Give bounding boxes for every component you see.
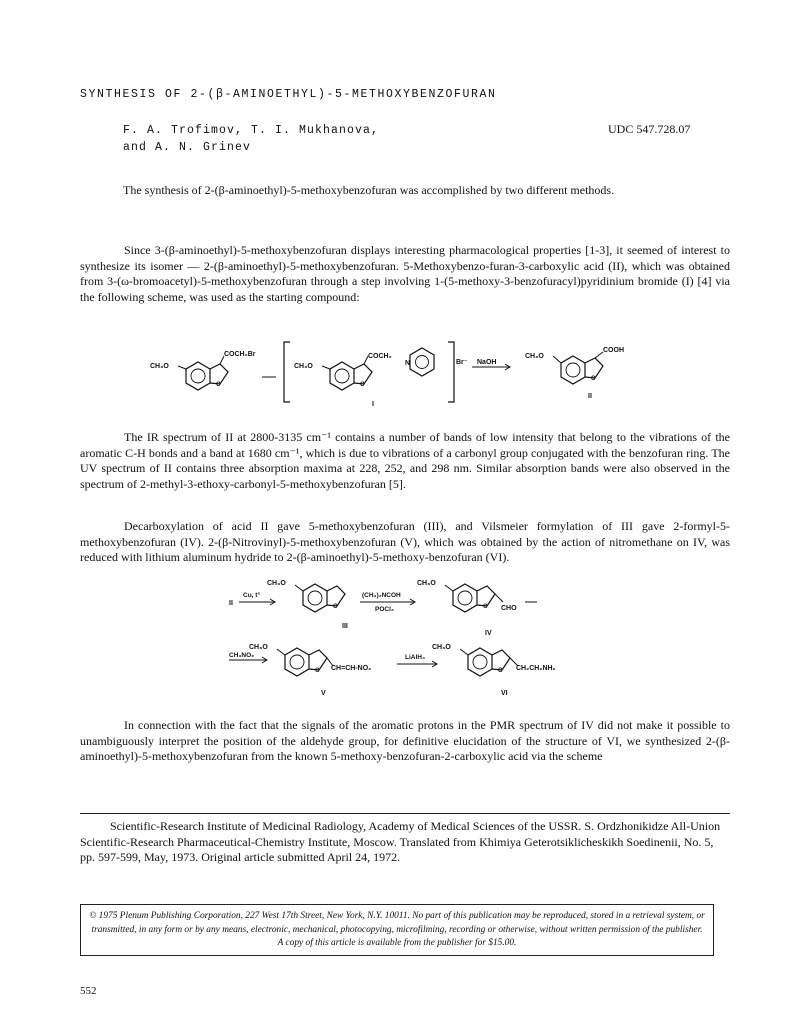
svg-text:CH₃O: CH₃O [417,580,436,587]
svg-text:IV: IV [485,630,492,637]
paragraph-synthesis [80,519,730,566]
svg-text:O: O [483,604,488,610]
reagent-lialh4: LiAlH₄ [405,654,426,661]
paragraph-spectra-text: The IR spectrum of II at 2800-3135 cm⁻¹ contains a number of bands of low intensity that belong to the vibrations of the aromatic C-H bonds and a band at 1680 cm⁻¹, which is due to vibrations of a carbonyl group conjugated with the benzofuran ring. The UV spectrum of II contains three absorption maxima at 228, 252, and 298 nm. Similar absorption bands were also observed in the spectrum of 2-methyl-3-ethoxy-carbonyl-5-methoxybenzofuran [5]. [80,430,730,491]
svg-text:O: O [333,604,338,610]
reaction-scheme-2 [225,578,605,698]
cococh2br-label: COCH₂Br [224,351,256,358]
svg-text:V: V [321,690,326,697]
label-compound-i: I [372,401,374,408]
authors-line-1: F. A. Trofimov, T. I. Mukhanova, [123,124,380,137]
molecule-carboxylic-acid [525,347,624,384]
molecule-pyridinium-salt [294,348,434,390]
svg-text:CH₃O: CH₃O [267,580,286,587]
svg-text:VI: VI [501,690,508,697]
molecule-bromoacetyl-benzofuran [150,351,256,390]
svg-text:COCH₂: COCH₂ [368,353,392,360]
reagent-pocl3: POCl₃ [375,606,394,613]
svg-text:O: O [360,382,365,388]
svg-text:N: N [405,360,411,367]
paragraph-synthesis-text: Decarboxylation of acid II gave 5-methoxybenzofuran (III), and Vilsmeier formylation of III gave 2-formyl-5-methoxybenzofuran (IV). 2-(β-Nitrovinyl)-5-methoxybenzofuran (V), which was obtained by the action of nitromethane on IV, was reduced with lithium aluminum hydride to 2-(β-aminoethyl)-5-methoxy-benzofuran (VI). [80,519,730,564]
copyright-notice: © 1975 Plenum Publishing Corporation, 227 West 17th Street, New York, N.Y. 10011. No part of this publication may be reproduced, stored in a retrieval system, or transmitted, in any form or by any means, electronic, mechanical, photocopying, microfilming, recording or otherwise, without written permission of the publisher. A copy of this article is available from the publisher for $15.00. [80,904,714,956]
paragraph-introduction-text: Since 3-(β-aminoethyl)-5-methoxybenzofuran displays interesting pharmacological properties [1-3], it seemed of interest to synthesize its isomer — 2-(β-aminoethyl)-5-methoxybenzofuran. 5-Methoxybenzo-furan-3-carboxylic acid (II), which was obtained from 3-(ω-bromoacetyl)-5-methoxybenzofuran through a step involving 1-(5-methoxy-3-benzofuracyl)pyridinium bromide (I) [4] via the following scheme, was used as the starting compound: [80,243,730,304]
reaction-scheme-1 [150,340,680,410]
svg-text:CH₃O: CH₃O [432,644,451,651]
svg-text:CH=CH-NO₂: CH=CH-NO₂ [331,665,372,672]
reagent-dmf: (CH₃)₂NCOH [362,592,401,599]
author-list [123,122,379,156]
article-title: SYNTHESIS OF 2-(β-AMINOETHYL)-5-METHOXYBENZOFURAN [80,88,497,101]
affiliation-footnote [80,819,730,866]
paragraph-structure-proof-text: In connection with the fact that the signals of the aromatic protons in the PMR spectrum of IV did not make it possible to unambiguously interpret the position of the aldehyde group, for definitive elucidation of the structure of VI, we synthesized 2-(β-aminoethyl)-5-methoxybenzofuran from the known 5-methoxy-benzofuran-2-carboxylic acid via the scheme [80,718,730,763]
svg-text:III: III [342,623,348,630]
svg-text:CH₃O: CH₃O [249,644,268,651]
svg-text:CH₃O: CH₃O [525,353,544,360]
paragraph-introduction [80,243,730,305]
molecule-iii [267,580,345,612]
svg-text:Br⁻: Br⁻ [456,359,468,366]
svg-text:COOH: COOH [603,347,624,354]
paragraph-spectra [80,430,730,492]
svg-text:CH₃O: CH₃O [294,363,313,370]
svg-text:O: O [216,382,221,388]
reagent-cu: Cu, t° [243,592,261,599]
label-compound-ii: II [588,393,592,400]
svg-text:O: O [498,668,503,674]
affiliation-text: Scientific-Research Institute of Medicinal Radiology, Academy of Medical Sciences of the USSR. S. Ordzhonikidze All-Union Scientific-Research Pharmaceutical-Chemistry Institute, Moscow. Translated from Khimiya Geterotsiklicheskikh Soedinenii, No. 5, pp. 597-599, May, 1973. Original article submitted April 24, 1972. [80,819,721,865]
svg-text:CHO: CHO [501,605,517,612]
reagent-nitromethane: CH₃NO₂ [229,652,255,659]
molecule-vi [432,644,556,676]
authors-line-2: and A. N. Grinev [123,141,252,154]
svg-text:CH₂CH₂NH₂: CH₂CH₂NH₂ [516,665,556,672]
page-number: 552 [80,985,97,997]
udc-code: UDC 547.728.07 [608,122,691,136]
abstract: The synthesis of 2-(β-aminoethyl)-5-methoxybenzofuran was accomplished by two different methods. [123,183,615,197]
molecule-iv [417,580,517,612]
ch3o-label: CH₃O [150,363,169,370]
paragraph-structure-proof [80,718,730,765]
reagent-naoh: NaOH [477,359,497,366]
svg-text:O: O [591,376,596,382]
svg-text:O: O [315,668,320,674]
svg-text:II: II [229,600,233,607]
footnote-divider [80,813,730,814]
